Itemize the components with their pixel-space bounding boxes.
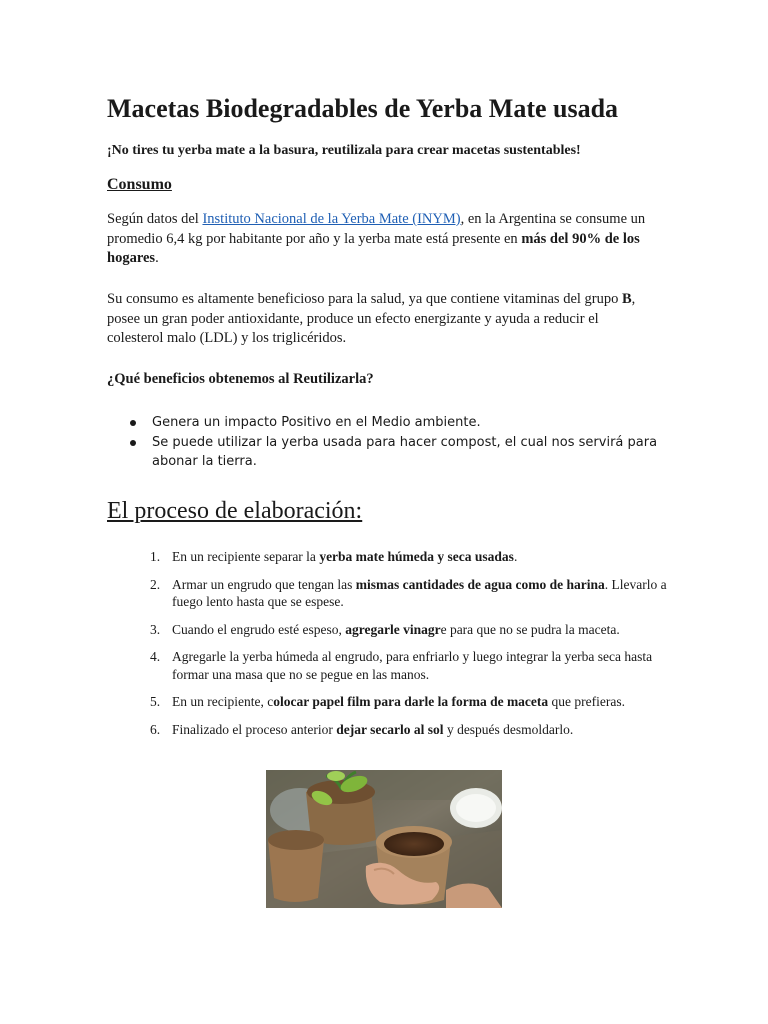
paragraph-consumo: Según datos del Instituto Nacional de la Yerba Mate (INYM), en la Argentina se consume un promedio 6,4 kg por habitante por año y la yerba mate está presente en más del 90% de los hogares. — [107, 211, 646, 266]
list-item: 4. Agregarle la yerba húmeda al engrudo, para enfriarlo y luego integrar la yerba seca hasta formar una masa que no se pegue en las manos. — [150, 649, 653, 682]
inym-link[interactable]: Instituto Nacional de la Yerba Mate (INYM) — [202, 211, 461, 227]
question-heading: ¿Qué beneficios obtenemos al Reutilizarla? — [107, 371, 374, 387]
list-item: 6. Finalizado el proceso anterior dejar secarlo al sol y después desmoldarlo. — [150, 721, 574, 737]
bullet-dot-icon — [130, 440, 136, 446]
list-item: 2. Armar un engrudo que tengan las mismas cantidades de agua como de harina. Llevarlo a fuego lento hasta que se espese. — [150, 576, 667, 609]
bullet-dot-icon — [130, 420, 136, 426]
process-steps-list — [107, 548, 667, 748]
process-heading: El proceso de elaboración: — [107, 498, 363, 524]
list-item: 3. Cuando el engrudo esté espeso, agregarle vinagre para que no se pudra la maceta. — [150, 621, 620, 637]
yerba-pot-photo — [266, 770, 502, 908]
list-item: 5. En un recipiente, colocar papel film para darle la forma de maceta que prefieras. — [150, 694, 626, 709]
section-heading-consumo: Consumo — [107, 176, 172, 193]
subtitle: ¡No tires tu yerba mate a la basura, reutilizala para crear macetas sustentables! — [107, 143, 581, 158]
benefits-list — [107, 413, 667, 472]
list-item: 1. En un recipiente separar la yerba mate húmeda y seca usadas. — [150, 549, 518, 564]
page-title: Macetas Biodegradables de Yerba Mate usada — [107, 94, 619, 123]
list-item: Genera un impacto Positivo en el Medio ambiente. — [107, 413, 667, 433]
list-item: Se puede utilizar la yerba usada para hacer compost, el cual nos servirá para abonar la tierra. — [107, 433, 667, 472]
paragraph-beneficios-salud: Su consumo es altamente beneficioso para la salud, ya que contiene vitaminas del grupo B, posee un gran poder antioxidante, produce un efecto energizante y ayuda a reducir el colesterol malo (LDL) y los triglicéridos. — [107, 291, 636, 346]
